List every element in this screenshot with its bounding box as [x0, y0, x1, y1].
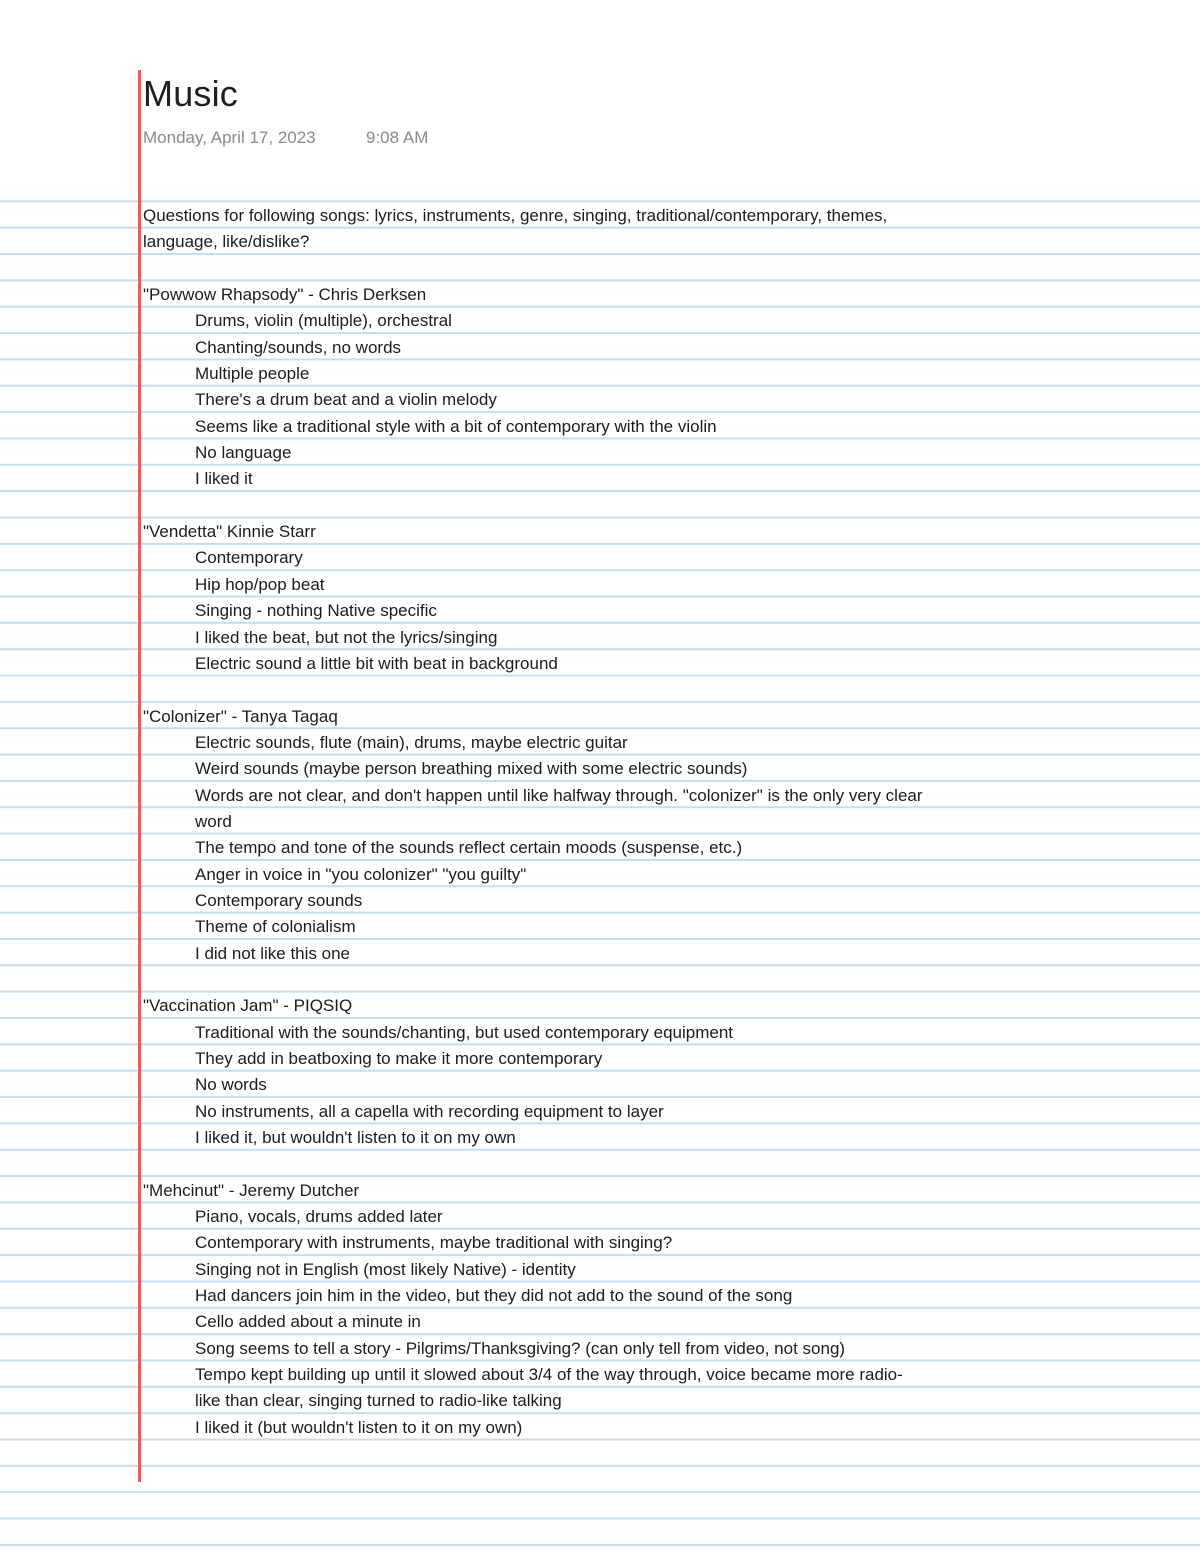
- song-heading[interactable]: "Mehcinut" - Jeremy Dutcher: [143, 1180, 360, 1200]
- page-time: 9:08 AM: [366, 128, 429, 147]
- song-note[interactable]: Contemporary: [195, 548, 303, 568]
- song-heading[interactable]: "Vaccination Jam" - PIQSIQ: [143, 996, 353, 1016]
- song-note[interactable]: Hip hop/pop beat: [195, 574, 325, 594]
- blank-line: [143, 493, 1143, 519]
- song-note[interactable]: word: [195, 811, 232, 831]
- song-note[interactable]: Traditional with the sounds/chanting, but used contemporary equipment: [195, 1022, 734, 1042]
- intro-line[interactable]: language, like/dislike?: [143, 232, 310, 252]
- song-note[interactable]: Drums, violin (multiple), orchestral: [195, 311, 452, 331]
- song-note[interactable]: Tempo kept building up until it slowed about 3/4 of the way through, voice became more radio-: [195, 1365, 903, 1385]
- song-heading[interactable]: "Vendetta" Kinnie Starr: [143, 522, 316, 542]
- song-note[interactable]: Electric sounds, flute (main), drums, maybe electric guitar: [195, 732, 628, 752]
- song-note[interactable]: Had dancers join him in the video, but they did not add to the sound of the song: [195, 1286, 793, 1306]
- song-note[interactable]: There's a drum beat and a violin melody: [195, 390, 497, 410]
- song-note[interactable]: No language: [195, 443, 292, 463]
- song-note[interactable]: like than clear, singing turned to radio-like talking: [195, 1391, 562, 1411]
- page-title[interactable]: Music: [143, 73, 239, 114]
- song-note[interactable]: No instruments, all a capella with recording equipment to layer: [195, 1101, 664, 1121]
- blank-line: [143, 677, 1143, 703]
- song-note[interactable]: Words are not clear, and don't happen until like halfway through. "colonizer" is the only very clear: [195, 785, 923, 805]
- blank-line: [143, 1151, 1143, 1177]
- song-note[interactable]: Singing - nothing Native specific: [195, 601, 437, 621]
- song-note[interactable]: Piano, vocals, drums added later: [195, 1207, 443, 1227]
- intro-line[interactable]: Questions for following songs: lyrics, instruments, genre, singing, traditional/contemporary, themes,: [143, 206, 888, 225]
- song-note[interactable]: Contemporary with instruments, maybe traditional with singing?: [195, 1233, 673, 1253]
- song-note[interactable]: Singing not in English (most likely Native) - identity: [195, 1259, 576, 1279]
- margin-line: [138, 70, 141, 1482]
- song-note[interactable]: They add in beatboxing to make it more contemporary: [195, 1049, 603, 1068]
- song-note[interactable]: Contemporary sounds: [195, 890, 363, 910]
- page-date: Monday, April 17, 2023: [143, 128, 316, 147]
- song-note[interactable]: Anger in voice in "you colonizer" "you guilty": [195, 864, 527, 884]
- song-note[interactable]: The tempo and tone of the sounds reflect certain moods (suspense, etc.): [195, 838, 743, 858]
- song-note[interactable]: I liked the beat, but not the lyrics/singing: [195, 627, 498, 647]
- song-note[interactable]: Cello added about a minute in: [195, 1312, 421, 1332]
- song-note[interactable]: Weird sounds (maybe person breathing mixed with some electric sounds): [195, 759, 748, 779]
- note-body[interactable]: [143, 203, 1143, 1441]
- song-note[interactable]: I liked it, but wouldn't listen to it on my own: [195, 1128, 516, 1148]
- song-note[interactable]: I did not like this one: [195, 943, 350, 963]
- song-heading[interactable]: "Powwow Rhapsody" - Chris Derksen: [143, 285, 427, 305]
- song-note[interactable]: No words: [195, 1075, 267, 1095]
- song-note[interactable]: Chanting/sounds, no words: [195, 337, 402, 357]
- song-note[interactable]: Electric sound a little bit with beat in background: [195, 653, 558, 673]
- song-note[interactable]: Seems like a traditional style with a bit of contemporary with the violin: [195, 416, 717, 436]
- blank-line: [143, 256, 1143, 282]
- song-heading[interactable]: "Colonizer" - Tanya Tagaq: [143, 706, 338, 726]
- song-note[interactable]: Theme of colonialism: [195, 917, 356, 937]
- song-note[interactable]: Song seems to tell a story - Pilgrims/Thanksgiving? (can only tell from video, not song): [195, 1338, 846, 1358]
- song-note[interactable]: Multiple people: [195, 364, 310, 384]
- blank-line: [143, 967, 1143, 993]
- song-note[interactable]: I liked it (but wouldn't listen to it on my own): [195, 1417, 523, 1437]
- song-note[interactable]: I liked it: [195, 469, 253, 489]
